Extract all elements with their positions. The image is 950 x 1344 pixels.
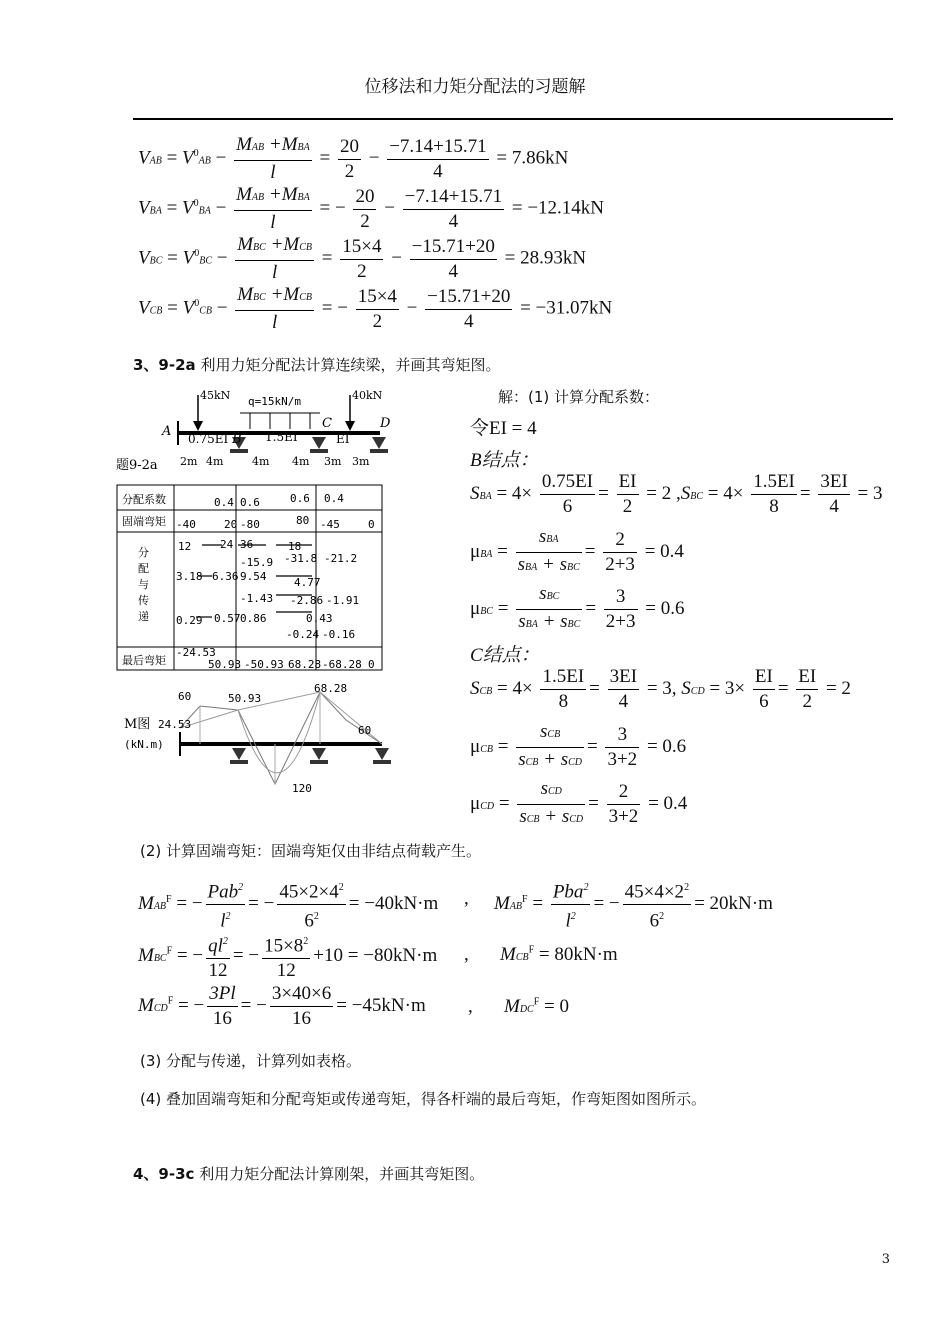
svg-text:-0.24: -0.24 bbox=[286, 628, 320, 641]
mu-cd: μCD = $\frac{\text{sCD}}{\text{sCB + sCD}}$ = $\frac{2}{3+2}$ = 0.4 bbox=[470, 778, 688, 827]
fem-cb: $MCB^F = 80kN\cdot m$ bbox=[500, 944, 618, 965]
node-a: A bbox=[162, 424, 172, 439]
svg-text:-50.93: -50.93 bbox=[244, 658, 284, 671]
fem-dc: $MDC^F = 0$ bbox=[504, 996, 570, 1017]
svg-text:-40: -40 bbox=[176, 518, 196, 531]
svg-text:24.53: 24.53 bbox=[158, 718, 192, 731]
s-ba-s-bc: SBA = 4× $\frac{0.75EI}{6}$ = $\frac{EI}{2}$ = 2 ,SBC = 4× $\frac{1.5EI}{8}$ = $\frac{3EI}{4}$ = 3 bbox=[470, 471, 883, 517]
svg-text:0: 0 bbox=[368, 518, 375, 531]
let-ei: 令EI = 4 bbox=[470, 418, 537, 439]
span-5: 3m bbox=[324, 455, 342, 468]
span-3: 4m bbox=[252, 455, 270, 468]
fem-ba: $MAB^F$ = $\frac{Pba^2}{l^2}$ = − $\frac{45\times 4\times 2^2}{6^2}$ = 20kN·m bbox=[494, 876, 773, 934]
shear-equation: VBC = $V^0BC$ − $\frac{\text{MBC +MCB}}{l}$ = $\frac{15\times 4}{2}$ − $\frac{-15.71+20}{4}$ = 28.93kN bbox=[138, 234, 587, 283]
fem-bc: $MBC^F$ = − $\frac{ql^2}{12}$ = − $\frac{15\times 8^2}{12}$ +10 = −80kN·m bbox=[138, 930, 437, 983]
svg-text:0.43: 0.43 bbox=[306, 612, 333, 625]
fem-ab: $MAB^F$ = − $\frac{Pab^2}{l^2}$ = − $\frac{45\times 2\times 4^2}{6^2}$ = −40kN·m bbox=[138, 876, 438, 934]
shear-equation: VAB = $V^0AB$ − $\frac{\text{MAB +MBA}}{l}$ = $\frac{20}{2}$ − $\frac{-7.14+15.71}{4}$ = 7.86kN bbox=[138, 134, 569, 183]
load-q: q=15kN/m bbox=[248, 395, 301, 408]
svg-text:18: 18 bbox=[288, 540, 302, 553]
mu-ba: μBA = $\frac{\text{sBA}}{\text{sBA + sBC}}$ = $\frac{2}{2+3}$ = 0.4 bbox=[470, 526, 684, 575]
svg-text:-15.9: -15.9 bbox=[240, 556, 274, 569]
svg-text:3.18: 3.18 bbox=[176, 570, 203, 583]
problem-3-heading: 3、9-2a 利用力矩分配法计算连续梁，并画其弯矩图。 bbox=[133, 356, 501, 374]
svg-text:0.4: 0.4 bbox=[324, 492, 344, 505]
s-cb-s-cd: SCB = 4× $\frac{1.5EI}{8}$ = $\frac{3EI}{4}$ = 3, SCD = 3× $\frac{EI}{6}$ = $\frac{EI}{2}$ = 2 bbox=[470, 666, 851, 712]
svg-text:-0.16: -0.16 bbox=[322, 628, 356, 641]
stiffness-cd: EI bbox=[336, 432, 350, 446]
row-label-dist: 分配系数 bbox=[122, 493, 166, 506]
distribution-table bbox=[116, 484, 384, 674]
problem-4-heading: 4、9-3c 利用力矩分配法计算刚架，并画其弯矩图。 bbox=[133, 1165, 485, 1183]
mu-cb: μCB = $\frac{\text{sCB}}{\text{sCB + sCD}}$ = $\frac{3}{3+2}$ = 0.6 bbox=[470, 721, 687, 770]
figure-caption: 题9-2a bbox=[116, 458, 158, 473]
svg-text:传: 传 bbox=[138, 594, 149, 607]
svg-text:68.28: 68.28 bbox=[314, 684, 348, 695]
moment-unit: (kN.m) bbox=[124, 738, 164, 751]
span-4: 4m bbox=[292, 455, 310, 468]
svg-text:-24.53: -24.53 bbox=[176, 646, 216, 659]
step2: (2) 计算固端弯矩：固端弯矩仅由非结点荷载产生。 bbox=[140, 842, 482, 860]
svg-text:-80: -80 bbox=[240, 518, 260, 531]
svg-text:0.57: 0.57 bbox=[214, 612, 241, 625]
svg-text:-68.28: -68.28 bbox=[322, 658, 362, 671]
svg-text:-1.43: -1.43 bbox=[240, 592, 274, 605]
span-1: 2m bbox=[180, 455, 198, 468]
svg-text:50.93: 50.93 bbox=[208, 658, 242, 671]
fem-cd: $MCD^F$ = − $\frac{3Pl}{16}$ = − $\frac{3\times 40\times 6}{16}$ = −45kN·m bbox=[138, 983, 426, 1029]
svg-text:0.6: 0.6 bbox=[240, 496, 260, 509]
load-p2: 40kN bbox=[352, 389, 383, 402]
svg-text:分: 分 bbox=[138, 546, 149, 559]
svg-text:递: 递 bbox=[138, 610, 149, 623]
span-2: 4m bbox=[206, 455, 224, 468]
svg-text:-31.8: -31.8 bbox=[284, 552, 318, 565]
row-label-fem: 固端弯矩 bbox=[122, 515, 166, 528]
step4: (4) 叠加固端弯矩和分配弯矩或传递弯矩，得各杆端的最后弯矩，作弯矩图如图所示。 bbox=[140, 1090, 707, 1108]
svg-text:60: 60 bbox=[358, 724, 372, 737]
stiffness-ab: 0.75EI bbox=[188, 432, 229, 446]
step1: 解：(1) 计算分配系数： bbox=[498, 388, 660, 406]
node-b: B bbox=[232, 432, 242, 447]
node-d: D bbox=[380, 416, 391, 431]
node-b-label: B结点： bbox=[470, 450, 539, 471]
page-number: 3 bbox=[881, 1252, 890, 1267]
svg-text:4.77: 4.77 bbox=[294, 576, 321, 589]
svg-text:9.54: 9.54 bbox=[240, 570, 267, 583]
svg-text:68.28: 68.28 bbox=[288, 658, 322, 671]
row-label-final: 最后弯矩 bbox=[122, 654, 166, 667]
svg-text:0.6: 0.6 bbox=[290, 492, 310, 505]
svg-text:60: 60 bbox=[178, 690, 192, 703]
mu-bc: μBC = $\frac{\text{sBC}}{\text{sBA + sBC}}$ = $\frac{3}{2+3}$ = 0.6 bbox=[470, 583, 685, 632]
svg-text:-45: -45 bbox=[320, 518, 340, 531]
stiffness-bc: 1.5EI bbox=[265, 430, 298, 444]
svg-text:-1.91: -1.91 bbox=[326, 594, 360, 607]
svg-text:与: 与 bbox=[138, 578, 149, 591]
shear-equation: VCB = $V^0CB$ − $\frac{\text{MBC +MCB}}{l}$ = − $\frac{15\times 4}{2}$ − $\frac{-15.71+20}{4}$ = −31.07kN bbox=[138, 284, 613, 333]
svg-text:36: 36 bbox=[240, 538, 254, 551]
svg-text:20: 20 bbox=[224, 518, 238, 531]
span-6: 3m bbox=[352, 455, 370, 468]
moment-label: M图 bbox=[124, 717, 151, 732]
load-p1: 45kN bbox=[200, 389, 231, 402]
svg-text:0: 0 bbox=[368, 658, 375, 671]
svg-text:24: 24 bbox=[220, 538, 234, 551]
beam-figure bbox=[110, 385, 400, 475]
node-c-label: C结点： bbox=[470, 645, 540, 666]
page-header: 位移法和力矩分配法的习题解 bbox=[364, 77, 586, 97]
svg-text:120: 120 bbox=[292, 782, 312, 795]
svg-text:-2.86: -2.86 bbox=[290, 594, 324, 607]
svg-text:12: 12 bbox=[178, 540, 192, 553]
svg-text:配: 配 bbox=[138, 562, 149, 575]
node-c: C bbox=[322, 416, 332, 431]
svg-text:-21.2: -21.2 bbox=[324, 552, 358, 565]
shear-equation: VBA = $V^0BA$ − $\frac{\text{MAB +MBA}}{l}$ = − $\frac{20}{2}$ − $\frac{-7.14+15.71}{4}$ = −12.14kN bbox=[138, 184, 605, 233]
svg-text:80: 80 bbox=[296, 514, 310, 527]
svg-text:50.93: 50.93 bbox=[228, 692, 262, 705]
svg-text:6.36: 6.36 bbox=[212, 570, 239, 583]
header-rule bbox=[133, 118, 893, 120]
svg-text:0.29: 0.29 bbox=[176, 614, 203, 627]
svg-text:0.86: 0.86 bbox=[240, 612, 267, 625]
moment-diagram bbox=[120, 684, 400, 804]
svg-text:0.4: 0.4 bbox=[214, 496, 234, 509]
step3: (3) 分配与传递，计算列如表格。 bbox=[140, 1052, 362, 1070]
